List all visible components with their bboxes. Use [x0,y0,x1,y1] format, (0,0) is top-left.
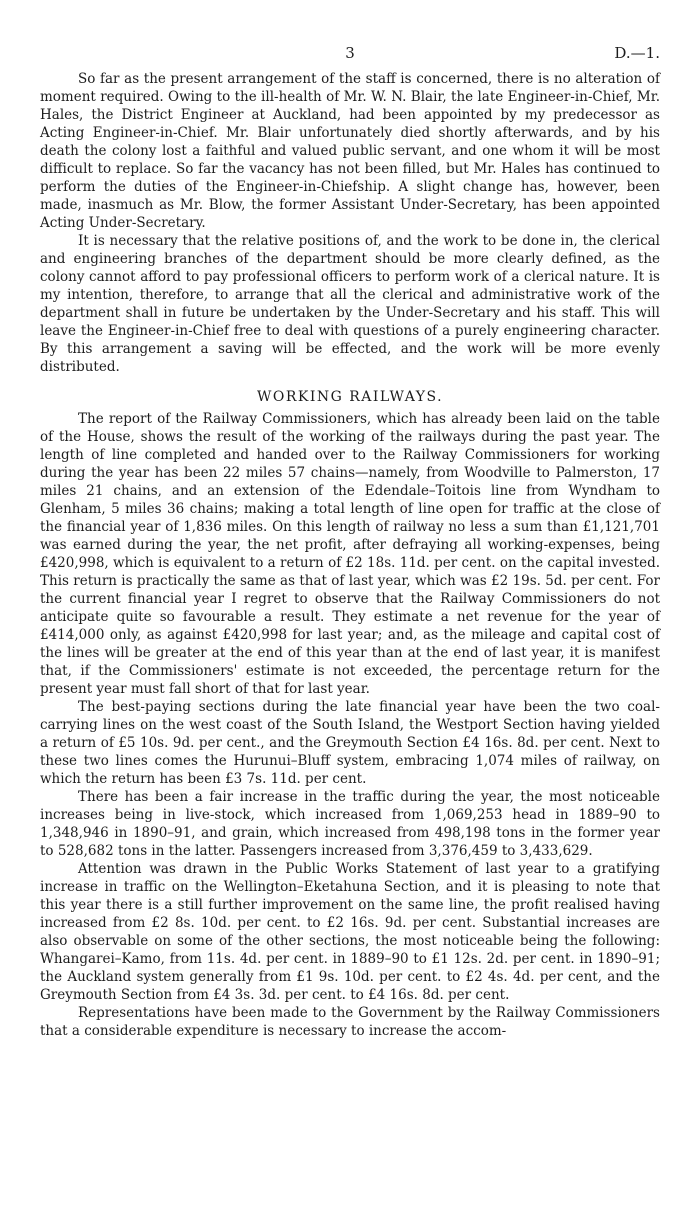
paragraph-commissioners-report: The report of the Railway Commissioners, which has already been laid on the table of the House, shows the result of the working of the railways during the past year. The length of line completed and handed over to the Railway Commissioners for working during the year has been 22 miles 57 chains—namely, from Woodville to Palmerston, 17 miles 21 chains, and an extension of the Edendale–Toitois line from Wyndham to Glenham, 5 miles 36 chains; making a total length of line open for traffic at the close of the financial year of 1,836 miles. On this length of railway no less a sum than £1,121,701 was earned during the year, the net profit, after defraying all working-expenses, being £420,998, which is equivalent to a return of £2 18s. 11d. per cent. on the capital invested. This return is practically the same as that of last year, which was £2 19s. 5d. per cent. For the current financial year I regret to observe that the Railway Commissioners do not anticipate quite so favourable a result. They estimate a net revenue for the year of £414,000 only, as against £420,998 for last year; and, as the mileage and capital cost of the lines will be greater at the end of this year than at the end of last year, it is manifest that, if the Commissioners' estimate is not exceeded, the percentage return for the present year must fall short of that for last year. [40,411,660,697]
page-number: 3 [345,44,355,62]
document-body [40,70,660,1040]
paragraph-clerical-branches: It is necessary that the relative positions of, and the work to be done in, the clerical and engineering branches of the department should be more clearly defined, as the colony cannot afford to pay professional officers to perform work of a clerical nature. It is my intention, therefore, to arrange that all the clerical and administrative work of the department shall in future be undertaken by the Under-Secretary and his staff. This will leave the Engineer-in-Chief free to deal with questions of a purely engineering character. By this arrangement a saving will be effected, and the work will be more evenly distributed. [40,233,660,375]
section-heading-working-railways: WORKING RAILWAYS. [256,389,444,405]
paragraph-representations: Representations have been made to the Government by the Railway Commissioners that a considerable expenditure is necessary to increase the accom- [40,1005,660,1039]
paragraph-staff-arrangement: So far as the present arrangement of the staff is concerned, there is no alteration of moment required. Owing to the ill-health of Mr. W. N. Blair, the late Engineer-in-Chief, Mr. Hales, the District Engineer at Auckland, had been appointed by my predecessor as Acting Engineer-in-Chief. Mr. Blair unfortunately died shortly afterwards, and by his death the colony lost a faithful and valued public servant, and one whom it will be most difficult to replace. So far the vacancy has not been filled, but Mr. Hales has continued to perform the duties of the Engineer-in-Chiefship. A slight change has, however, been made, inasmuch as Mr. Blow, the former Assistant Under-Secretary, has been appointed Acting Under-Secretary. [40,71,660,231]
paragraph-traffic-increase: There has been a fair increase in the traffic during the year, the most noticeable increases being in live-stock, which increased from 1,069,253 head in 1889–90 to 1,348,946 in 1890–91, and grain, which increased from 498,198 tons in the former year to 528,682 tons in the latter. Passengers increased from 3,376,459 to 3,433,629. [40,789,660,859]
paragraph-best-paying-sections: The best-paying sections during the late financial year have been the two coal-carrying lines on the west coast of the South Island, the Westport Section having yielded a return of £5 10s. 9d. per cent., and the Greymouth Section £4 16s. 8d. per cent. Next to these two lines comes the Hurunui–Bluff system, embracing 1,074 miles of railway, on which the return has been £3 7s. 11d. per cent. [40,699,660,787]
paragraph-wellington-eketahuna: Attention was drawn in the Public Works Statement of last year to a gratifying increase in traffic on the Wellington–Eketahuna Section, and it is pleasing to note that this year there is a still further improvement on the same line, the profit realised having increased from £2 8s. 10d. per cent. to £2 16s. 9d. per cent. Substantial increases are also observable on some of the other sections, the most noticeable being the following: Whangarei–Kamo, from 11s. 4d. per cent. in 1889–90 to £1 12s. 2d. per cent. in 1890–91; the Auckland system generally from £1 9s. 10d. per cent. to £2 4s. 4d. per cent, and the Greymouth Section from £4 3s. 3d. per cent. to £4 16s. 8d. per cent. [40,861,660,1003]
document-reference: D.—1. [614,44,660,62]
page-header [40,44,660,66]
